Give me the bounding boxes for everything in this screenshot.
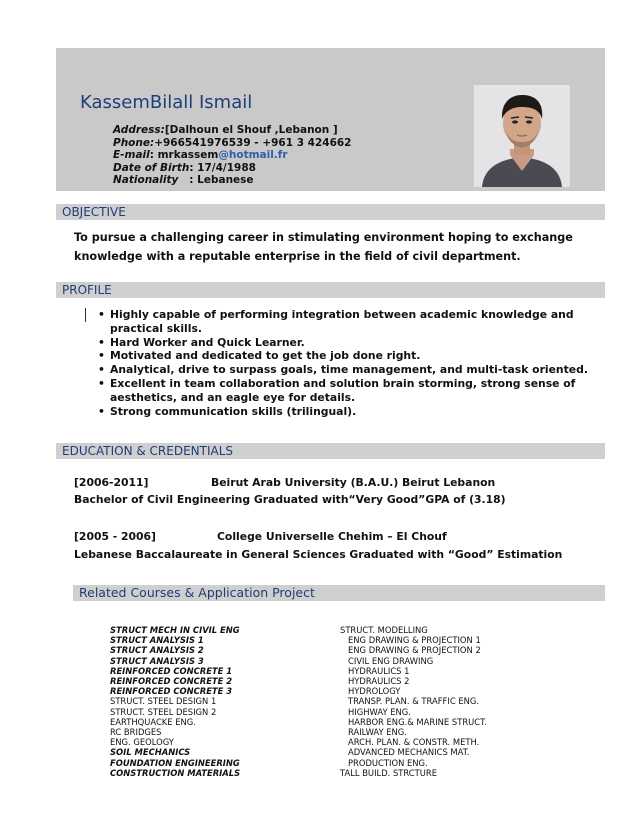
education-entry-1-header [74,476,496,489]
course-item: HYDRAULICS 1 [348,665,410,676]
course-item: STRUCT. MODELLING [340,625,428,635]
email-domain-link[interactable]: @hotmail.fr [218,149,288,162]
course-item: ENG DRAWING & PROJECTION 1 [348,635,481,646]
profile-item: • Strong communication skills (trilingual). [98,405,603,419]
text-cursor [85,308,86,322]
section-objective: OBJECTIVE [56,204,605,220]
education-years: [2005 - 2006] [74,530,156,543]
profile-item: • Hard Worker and Quick Learner. [98,336,603,350]
course-item: HIGHWAY ENG. [348,706,411,717]
course-item: STRUCT ANALYSIS 2 [110,645,204,656]
education-institution: College Universelle Chehim – El Chouf [217,530,447,543]
course-item: SOIL MECHANICS [110,747,191,758]
profile-item: • Motivated and dedicated to get the job done right. [98,349,603,363]
education-institution: Beirut Arab University (B.A.U.) Beirut Lebanon [211,476,496,489]
courses-right-column [340,625,487,778]
header-panel [56,48,605,191]
email-user: : mrkassem [149,149,219,162]
objective-line-1: To pursue a challenging career in stimulating environment hoping to exchange [74,231,573,244]
course-item: HYDRAULICS 2 [348,676,410,687]
course-item: EARTHQUACKE ENG. [110,716,196,727]
nationality-label: Nationality [113,174,179,187]
profile-list [98,308,603,418]
phone-value: +966541976539 - +961 3 424662 [154,136,352,149]
course-item: CONSTRUCTION MATERIALS [110,767,241,778]
course-item: REINFORCED CONCRETE 2 [110,676,233,687]
course-item: ENG DRAWING & PROJECTION 2 [348,645,481,656]
email-row [113,149,352,162]
candidate-name: KassemBilall Ismail [80,92,253,113]
education-degree: Lebanese Baccalaureate in General Sciences Graduated with “Good” Estimation [74,548,563,561]
course-item: HARBOR ENG.& MARINE STRUCT. [348,716,487,727]
section-education: EDUCATION & CREDENTIALS [56,443,605,459]
course-item: STRUCT ANALYSIS 1 [110,635,204,646]
address-value: [Dalhoun el Shouf ,Lebanon ] [164,124,338,136]
nationality-row [113,174,352,187]
courses-left-column [110,625,240,778]
dob-value: : 17/4/1988 [189,161,256,174]
course-item: TRANSP. PLAN. & TRAFFIC ENG. [348,696,480,707]
course-item: FOUNDATION ENGINEERING [110,757,240,768]
course-item: HYDROLOGY [348,686,401,697]
dob-row [113,162,352,175]
course-item: REINFORCED CONCRETE 1 [110,665,233,676]
profile-item: • Excellent in team collaboration and solution brain storming, strong sense of aesthetics, and an eagle eye for details. [98,377,603,405]
objective-text [74,229,573,266]
course-item: STRUCT MECH IN CIVIL ENG [110,625,240,635]
course-item: ARCH. PLAN. & CONSTR. METH. [348,737,480,748]
nationality-value: : Lebanese [178,174,254,187]
contact-details [113,124,352,187]
dob-label: Date of Birth [113,161,190,174]
section-profile: PROFILE [56,282,605,298]
profile-item: • Highly capable of performing integration between academic knowledge and practical skills. [98,308,603,336]
phone-row [113,137,352,150]
course-item: CIVIL ENG DRAWING [348,655,434,666]
course-item: TALL BUILD. STRCTURE [340,767,438,778]
address-row [113,124,352,137]
phone-label: Phone: [113,136,155,149]
profile-photo [474,85,570,187]
course-item: ENG. GEOLOGY [110,737,174,748]
course-item: RC BRIDGES [110,727,162,738]
course-item: STRUCT. STEEL DESIGN 2 [110,706,217,717]
education-years: [2006-2011] [74,476,149,489]
profile-item: • Analytical, drive to surpass goals, time management, and multi-task oriented. [98,363,603,377]
course-item: PRODUCTION ENG. [348,757,428,768]
course-item: ADVANCED MECHANICS MAT. [348,747,470,758]
course-item: REINFORCED CONCRETE 3 [110,686,233,697]
course-item: RAILWAY ENG. [348,727,407,738]
email-label: E-mail [113,149,150,162]
section-courses: Related Courses & Application Project [73,585,605,601]
portrait-image [474,85,570,187]
course-item: STRUCT ANALYSIS 3 [110,655,204,666]
education-degree: Bachelor of Civil Engineering Graduated with“Very Good”GPA of (3.18) [74,493,506,506]
address-label: Address: [113,124,165,136]
education-entry-2-header [74,530,447,543]
objective-line-2: knowledge with a reputable enterprise in the field of civil department. [74,249,521,263]
course-item: STRUCT. STEEL DESIGN 1 [110,696,217,707]
